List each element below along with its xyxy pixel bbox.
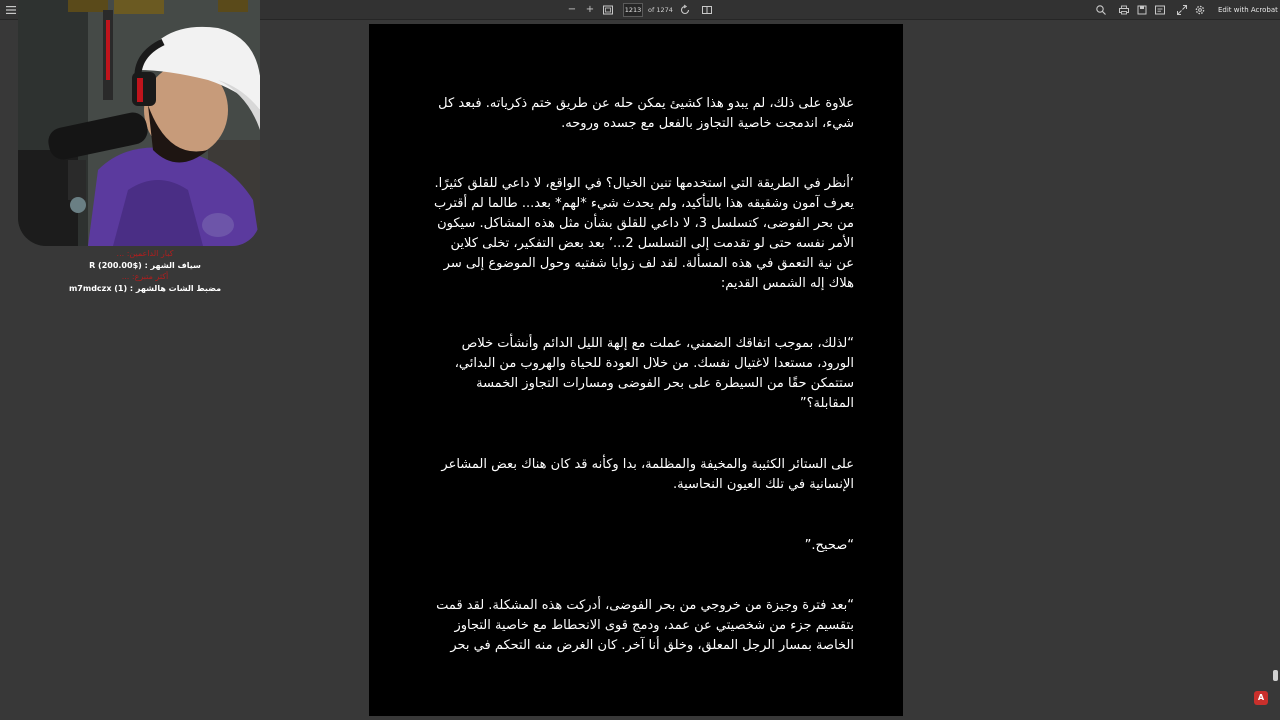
paragraph: على الستائر الكثيبة والمخيفة والمظلمة، بدا وكأنه قد كان هناك بعض المشاعر الإنسانية في تلك العيون النحاسية. — [441, 457, 854, 492]
streamer-video-frame — [18, 0, 260, 246]
paragraph: “لذلك، بموجب اتفاقك الضمني، عملت مع إلهة الليل الدائم وأنشأت خلاص الورود، مستعدا لاغتيال نفسك. من خلال العودة للحياة والهروب من البدائي، ستتمكن حقًا من السيطرة على بحر الفوضى ومسارات التجاوز الخمسة المقابلة؟” — [454, 336, 854, 411]
zoom-out-icon[interactable]: − — [567, 4, 577, 15]
paragraph: “صحيح.” — [804, 538, 854, 553]
pdf-page — [369, 24, 903, 716]
two-page-icon[interactable] — [699, 3, 715, 17]
total-pages-label: of 1274 — [648, 6, 673, 14]
paragraph: ‘أنظر في الطريقة التي استخدمها تنين الخيال؟ في الواقع، لا داعي للقلق كثيرًا. يعرف آمون وشقيقه هذا بالتأكيد، ولم يحدث شيء *لهم* بعد... طالما لم أقترب من بحر الفوضى، كتسلسل 3، لا داعي للقلق بشأن مثل هذه المشاكل. سيكون الأمر نفسه حتى لو تقدمت إلى التسلسل 2...’ بعد بعض التفكير، تخلى كلاين عن نية التعمق في هذه المسألة. لقد لف زوايا شفتيه وحول الموضوع إلى سر هلاك إله الشمس القديم: — [433, 176, 854, 291]
chat-controller-line: مضبط الشات هالشهر : m7mdczx (1) — [68, 283, 222, 293]
webcam-overlay — [18, 0, 260, 246]
monthly-sword-line: سياف الشهر : ($200.00) R — [89, 260, 201, 270]
print-icon[interactable] — [1116, 3, 1132, 17]
paragraph: علاوة على ذلك، لم يبدو هذا كشيئ يمكن حله عن طريق ختم ذكرياته. فبعد كل شيء، اندمجت خاصية التجاوز بالفعل مع جسده وروحه. — [438, 96, 854, 131]
expand-icon[interactable] — [1174, 3, 1190, 17]
zoom-in-icon[interactable]: + — [585, 4, 595, 15]
page-number-input[interactable]: 1213 — [623, 3, 643, 17]
menu-icon[interactable] — [3, 3, 19, 17]
scrollbar-thumb[interactable] — [1273, 670, 1278, 681]
settings-icon[interactable] — [1192, 3, 1208, 17]
save-icon[interactable] — [1134, 3, 1150, 17]
fit-page-icon[interactable] — [600, 3, 616, 17]
annotate-icon[interactable] — [1152, 3, 1168, 17]
edit-with-acrobat-button[interactable]: Edit with Acrobat — [1218, 6, 1278, 14]
top-donor-line: أكثر متبرع: ... — [121, 272, 169, 281]
acrobat-icon[interactable]: A — [1254, 691, 1268, 705]
search-icon[interactable] — [1093, 3, 1109, 17]
rotate-icon[interactable] — [677, 3, 693, 17]
top-supporters-line: كبار الداعمين: ... — [116, 249, 174, 258]
stream-stats-panel — [40, 248, 250, 294]
paragraph: “بعد فترة وجيزة من خروجي من بحر الفوضى، أدركت هذه المشكلة. لقد قمت بتقسيم جزء من شخصيتي عن عمد، ودمج قوى الانحطاط مع خاصية التجاوز الخاصة بمسار الرجل المعلق، وخلق أنا آخر. كان الغرض منه التحكم في بحر — [436, 598, 854, 653]
